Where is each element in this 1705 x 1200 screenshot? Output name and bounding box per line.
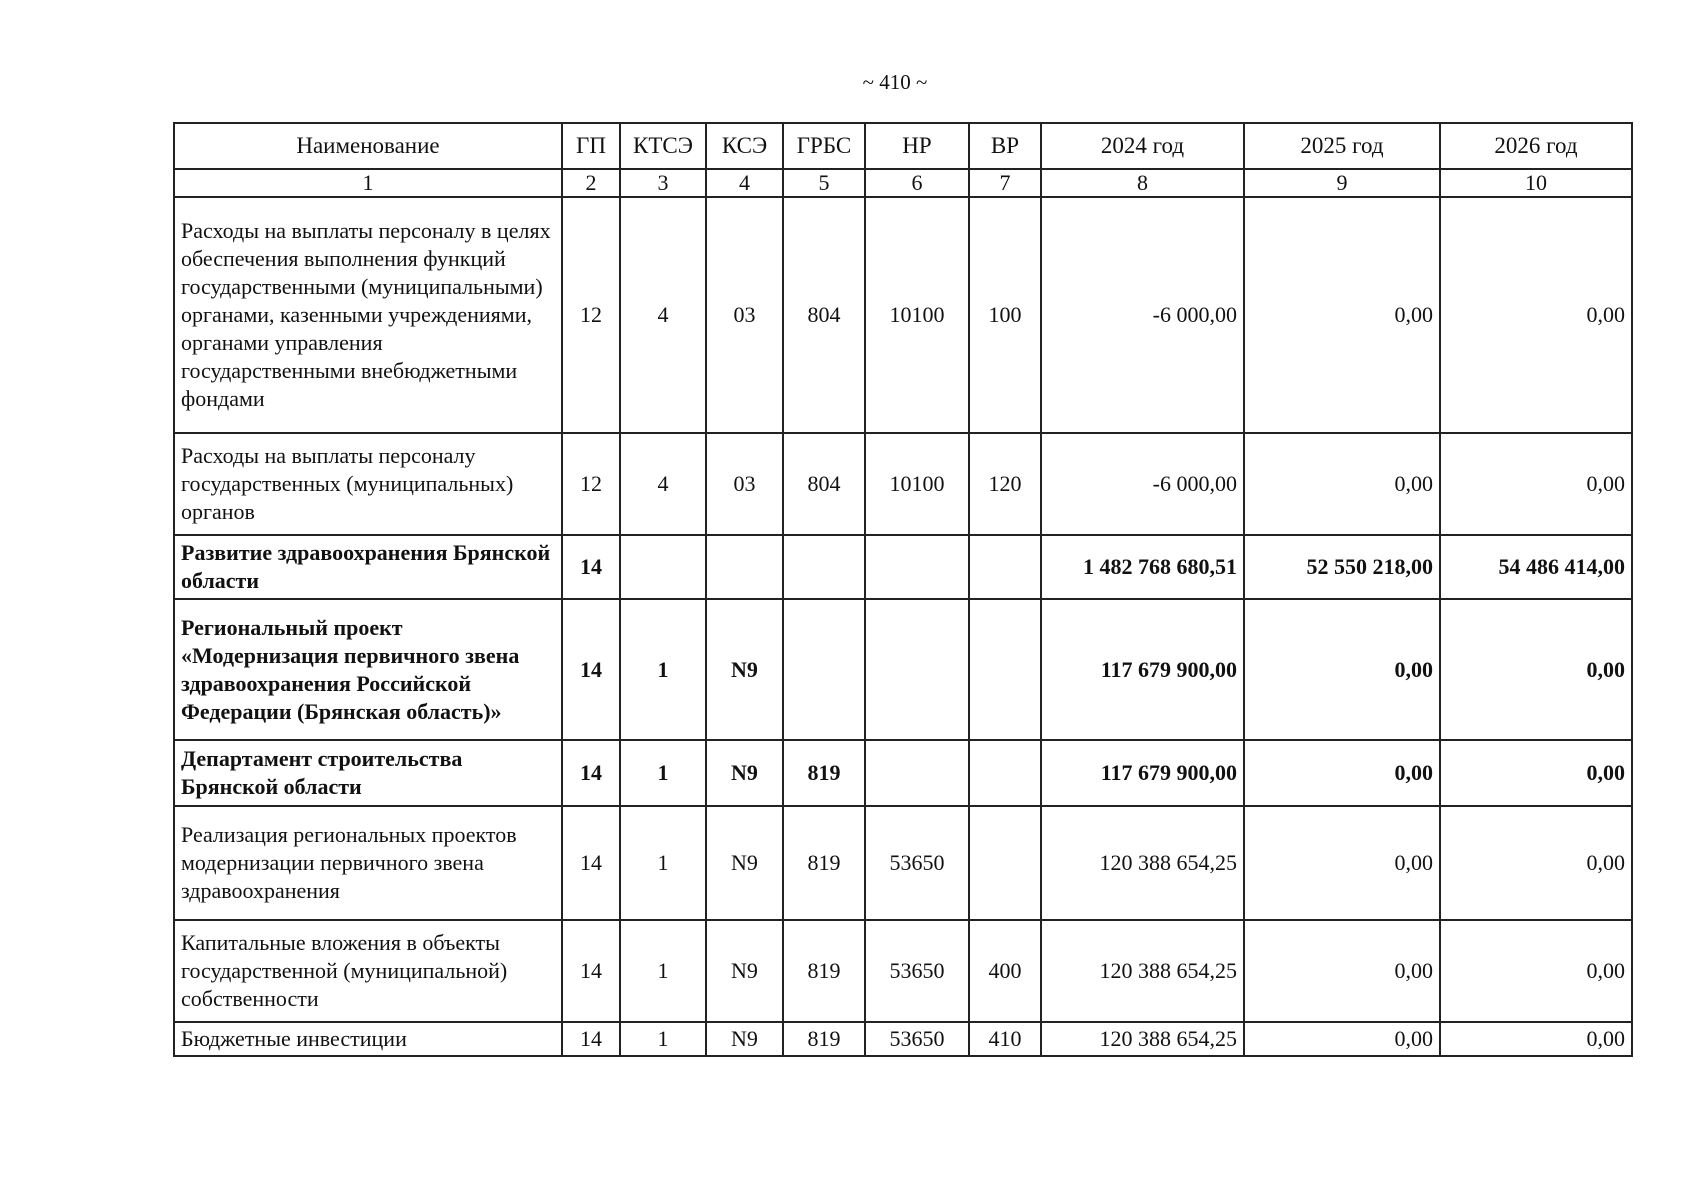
cell-2024: 120 388 654,25 (1041, 806, 1244, 920)
row-name: Капитальные вложения в объекты государственной (муниципальной) собственности (174, 920, 562, 1022)
cell-nr (865, 535, 969, 599)
cell-grbs: 819 (783, 920, 865, 1022)
cell-nr: 10100 (865, 197, 969, 433)
row-name: Развитие здравоохранения Брянской области (174, 535, 562, 599)
cell-nr: 53650 (865, 806, 969, 920)
cell-kse: 03 (706, 197, 783, 433)
cell-kse: N9 (706, 806, 783, 920)
cell-ktse: 4 (620, 197, 706, 433)
row-name: Реализация региональных проектов модернизации первичного звена здравоохранения (174, 806, 562, 920)
row-name: Бюджетные инвестиции (174, 1022, 562, 1056)
cell-grbs: 819 (783, 806, 865, 920)
cell-nr (865, 740, 969, 806)
column-number: 10 (1440, 169, 1632, 197)
cell-2025: 0,00 (1244, 740, 1440, 806)
header-gp: ГП (562, 123, 620, 169)
column-number: 4 (706, 169, 783, 197)
column-number: 6 (865, 169, 969, 197)
column-number: 5 (783, 169, 865, 197)
cell-kse: N9 (706, 1022, 783, 1056)
cell-2025: 0,00 (1244, 920, 1440, 1022)
cell-gp: 14 (562, 535, 620, 599)
cell-2025: 0,00 (1244, 1022, 1440, 1056)
header-2026: 2026 год (1440, 123, 1632, 169)
column-number: 2 (562, 169, 620, 197)
cell-ktse: 1 (620, 806, 706, 920)
column-number: 3 (620, 169, 706, 197)
cell-grbs: 819 (783, 1022, 865, 1056)
cell-2024: -6 000,00 (1041, 197, 1244, 433)
cell-nr (865, 599, 969, 740)
cell-gp: 14 (562, 599, 620, 740)
cell-ktse: 1 (620, 740, 706, 806)
cell-2024: 1 482 768 680,51 (1041, 535, 1244, 599)
cell-gp: 12 (562, 197, 620, 433)
header-kse: КСЭ (706, 123, 783, 169)
cell-vr (969, 599, 1041, 740)
row-name: Департамент строительства Брянской области (174, 740, 562, 806)
cell-gp: 14 (562, 1022, 620, 1056)
budget-table (173, 122, 1633, 1057)
cell-2024: 117 679 900,00 (1041, 599, 1244, 740)
cell-gp: 12 (562, 433, 620, 535)
cell-vr (969, 535, 1041, 599)
cell-2025: 0,00 (1244, 433, 1440, 535)
cell-grbs: 819 (783, 740, 865, 806)
cell-grbs: 804 (783, 433, 865, 535)
column-number: 1 (174, 169, 562, 197)
cell-gp: 14 (562, 806, 620, 920)
table-row (174, 599, 1632, 740)
header-row (174, 123, 1632, 169)
table-row (174, 433, 1632, 535)
cell-2026: 0,00 (1440, 1022, 1632, 1056)
cell-ktse: 4 (620, 433, 706, 535)
table-row (174, 740, 1632, 806)
header-name: Наименование (174, 123, 562, 169)
cell-grbs (783, 535, 865, 599)
column-number: 9 (1244, 169, 1440, 197)
cell-ktse: 1 (620, 920, 706, 1022)
cell-2026: 0,00 (1440, 197, 1632, 433)
cell-gp: 14 (562, 920, 620, 1022)
cell-kse: 03 (706, 433, 783, 535)
cell-nr: 53650 (865, 1022, 969, 1056)
cell-grbs (783, 599, 865, 740)
cell-grbs: 804 (783, 197, 865, 433)
cell-vr: 400 (969, 920, 1041, 1022)
table-row (174, 197, 1632, 433)
cell-kse (706, 535, 783, 599)
cell-vr: 410 (969, 1022, 1041, 1056)
cell-nr: 10100 (865, 433, 969, 535)
header-2025: 2025 год (1244, 123, 1440, 169)
header-grbs: ГРБС (783, 123, 865, 169)
row-name: Расходы на выплаты персоналу в целях обеспечения выполнения функций государственными (муниципальными) органами, казенными учреждениями, органами управления государственными внебюджетными фондами (174, 197, 562, 433)
cell-ktse: 1 (620, 599, 706, 740)
cell-2024: -6 000,00 (1041, 433, 1244, 535)
cell-2026: 0,00 (1440, 433, 1632, 535)
column-number: 7 (969, 169, 1041, 197)
cell-vr: 120 (969, 433, 1041, 535)
row-name: Региональный проект «Модернизация первичного звена здравоохранения Российской Федерации (Брянская область)» (174, 599, 562, 740)
cell-2026: 0,00 (1440, 920, 1632, 1022)
cell-nr: 53650 (865, 920, 969, 1022)
cell-2026: 0,00 (1440, 806, 1632, 920)
cell-2025: 0,00 (1244, 599, 1440, 740)
cell-kse: N9 (706, 740, 783, 806)
row-name: Расходы на выплаты персоналу государственных (муниципальных) органов (174, 433, 562, 535)
cell-2024: 117 679 900,00 (1041, 740, 1244, 806)
cell-ktse: 1 (620, 1022, 706, 1056)
cell-vr: 100 (969, 197, 1041, 433)
cell-2024: 120 388 654,25 (1041, 920, 1244, 1022)
cell-vr (969, 806, 1041, 920)
cell-kse: N9 (706, 599, 783, 740)
cell-2025: 0,00 (1244, 197, 1440, 433)
cell-vr (969, 740, 1041, 806)
cell-2024: 120 388 654,25 (1041, 1022, 1244, 1056)
cell-2025: 52 550 218,00 (1244, 535, 1440, 599)
cell-2026: 54 486 414,00 (1440, 535, 1632, 599)
header-vr: ВР (969, 123, 1041, 169)
cell-kse: N9 (706, 920, 783, 1022)
cell-gp: 14 (562, 740, 620, 806)
column-number: 8 (1041, 169, 1244, 197)
header-2024: 2024 год (1041, 123, 1244, 169)
table-row (174, 535, 1632, 599)
cell-2025: 0,00 (1244, 806, 1440, 920)
column-number-row (174, 169, 1632, 197)
cell-2026: 0,00 (1440, 599, 1632, 740)
table-row (174, 920, 1632, 1022)
table-row (174, 1022, 1632, 1056)
table-row (174, 806, 1632, 920)
cell-ktse (620, 535, 706, 599)
page-number: ~ 410 ~ (862, 70, 928, 94)
header-ktse: КТСЭ (620, 123, 706, 169)
header-nr: НР (865, 123, 969, 169)
cell-2026: 0,00 (1440, 740, 1632, 806)
